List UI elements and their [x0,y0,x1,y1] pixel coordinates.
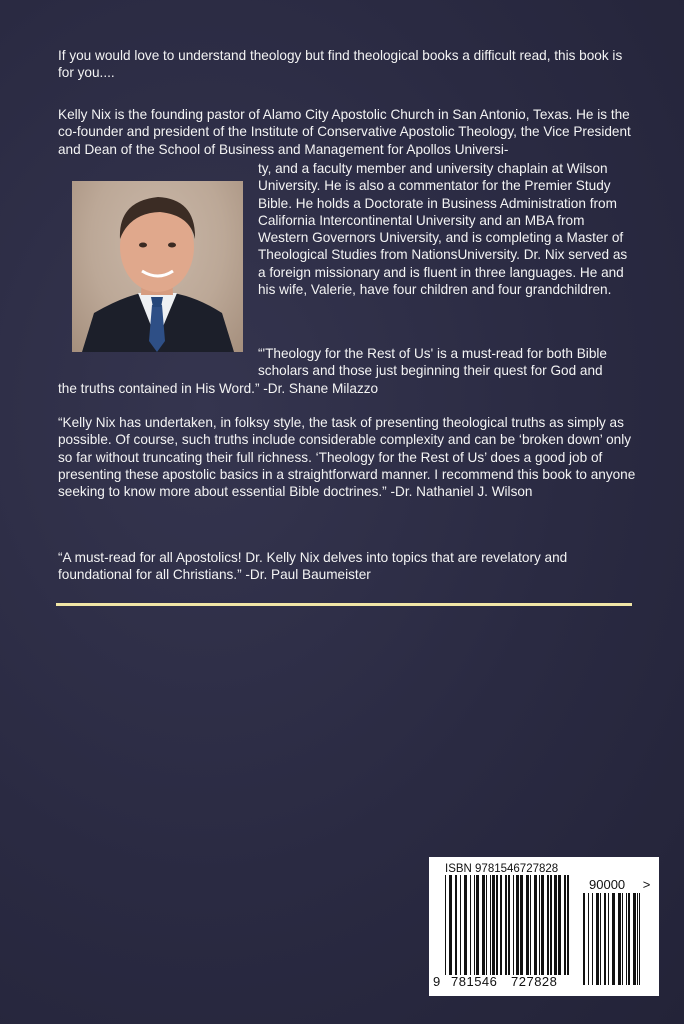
endorsement-1-first: “'Theology for the Rest of Us' is a must-read for both Bible scholars and those just beginning their quest for God and [258,346,607,379]
barcode-digit-first: 9 [433,974,441,989]
barcode-digit-group2: 727828 [511,974,558,989]
endorsement-1-rest: the truths contained in His Word.” -Dr. Shane Milazzo [58,381,379,396]
endorsement-2: “Kelly Nix has undertaken, in folksy style, the task of presenting theological truths as simply as possible. Of course, such truths include considerable complexity and can be ‘broken down’ only so far without truncating their full richness. ‘Theology for the Rest of Us’ does a good job of presenting these apostolic basics in a straightforward manner. I recommend this book to anyone seeking to know more about essential Bible doctrines.” -Dr. Nathaniel J. Wilson [58,415,636,500]
author-photo [72,181,243,352]
price-marker: > [642,877,651,892]
author-bio-wrap-text: ty, and a faculty member and university chaplain at Wilson University. He is also a commentator for the Premier Study Bible. He holds a Doctorate in Business Administration from California Intercontinental University and an MBA from Western Governors University, and is completing a Master of Theological Studies from NationsUniversity. Dr. Nix served as a foreign missionary and is fluent in three languages. He and his wife, Valerie, have four children and four grandchildren. [258,161,628,298]
barcode-digit-group1: 781546 [451,974,498,989]
endorsement-3: “A must-read for all Apostolics! Dr. Kelly Nix delves into topics that are revelatory and foundational for all Christians.” -Dr. Paul Baumeister [58,550,568,583]
author-bio-wrap [258,160,638,298]
isbn-label: ISBN 9781546727828 [445,863,559,875]
author-portrait-icon [72,181,243,352]
price-code [589,877,650,892]
barcode-panel [429,857,659,996]
isbn-barcode-icon [443,875,573,987]
author-bio-top: Kelly Nix is the founding pastor of Alamo City Apostolic Church in San Antonio, Texas. He is the co-founder and president of the Institute of Conservative Apostolic Theology, the Vice President and Dean of the School of Business and Management for Apollos Universi- [58,107,631,157]
price-digits: 90000 [589,877,626,892]
divider-rule [56,603,632,606]
price-barcode-icon [581,893,643,989]
intro-paragraph: If you would love to understand theology but find theological books a difficult read, this book is for you.... [58,48,623,81]
